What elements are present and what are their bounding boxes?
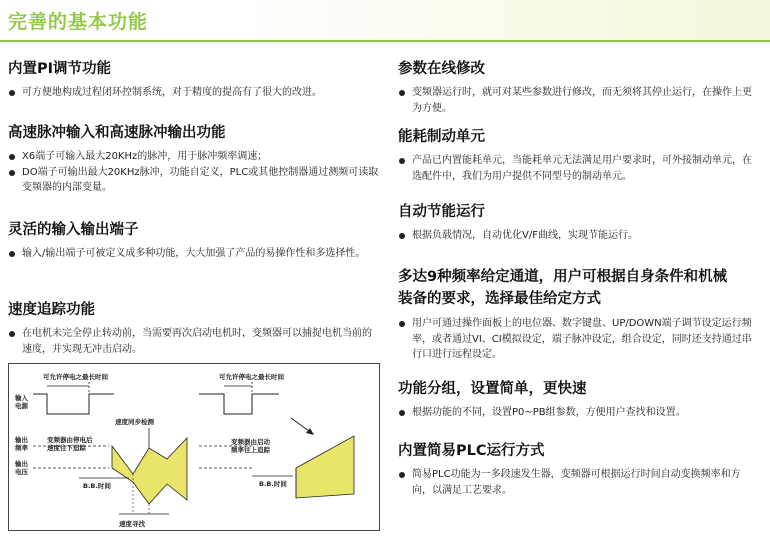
freq-volt-shape-2 [296,436,354,498]
input-power-wave-2 [199,394,279,414]
section-channels [398,266,760,363]
stop-note-1: 变频器由停电后 [47,436,93,444]
section-online [398,60,760,116]
section-pi [8,60,380,101]
arrow-head-icon [306,428,314,435]
bullet-icon [9,331,15,337]
section-energy [398,203,760,244]
input-power-label: 输入 [15,394,28,402]
bb-time-label-2: B.B.时间 [259,480,287,488]
page-header [0,0,770,42]
section-title: 内置PI调节功能 [8,61,112,77]
bullet-icon [9,154,15,160]
stop-note-1: 速度往下追踪 [47,444,86,452]
section-title: 参数在线修改 [398,61,485,77]
bullet-icon [399,90,405,96]
output-freq-label: 频率 [15,444,28,452]
allow-time-label-2: 可允许停电之最长时间 [219,373,284,381]
section-pulse [8,124,380,196]
section-title: 高速脉冲输入和高速脉冲输出功能 [8,125,226,141]
bullet-item: 根据功能的不同，设置P0~PB组参数，方便用户查找和设置。 [398,405,760,421]
output-freq-label: 输出 [15,436,28,444]
input-power-wave-1 [33,394,114,414]
section-title-line2: 装备的要求，选择最佳给定方式 [398,291,601,307]
section-io [8,221,380,262]
allow-time-label-1: 可允许停电之最长时间 [43,373,108,381]
output-volt-label: 输出 [15,460,28,468]
stop-note-2: 变频器由启动 [231,438,270,446]
section-title: 自动节能运行 [398,204,485,220]
section-title: 多达9种频率给定通道，用户可根据自身条件和机械 [398,269,728,285]
bullet-item: X6端子可输入最大20KHz的脉冲，用于脉冲频率调速； [8,149,380,165]
bullet-icon [9,251,15,257]
speed-search-label: 速度寻找 [119,520,145,528]
bullet-item: 变频器运行时，就可对某些参数进行修改，而无须将其停止运行，在操作上更为方便。 [398,85,760,116]
bullet-icon [399,472,405,478]
bullet-item: 根据负载情况，自动优化V/F曲线，实现节能运行。 [398,228,760,244]
bullet-item: 用户可通过操作面板上的电位器、数字键盘、UP/DOWN端子调节设定运行频率，或者通过VI、CI模拟设定，端子脉冲设定，组合设定，同时还支持通过串行口进行远程设定。 [398,316,760,363]
bullet-icon [9,90,15,96]
speed-sync-label: 速度同步检测 [115,418,154,426]
bullet-item: 可方便地构成过程闭环控制系统，对于精度的提高有了很大的改进。 [8,85,380,101]
bullet-item: 简易PLC功能为一多段速发生器，变频器可根据运行时间自动变换频率和方向，以满足工艺要求。 [398,467,760,498]
freq-volt-shape-1 [112,438,187,504]
bullet-item: 在电机未完全停止转动前，当需要再次启动电机时，变频器可以捕捉电机当前的速度，并实现无冲击启动。 [8,326,380,357]
bullet-item: DO端子可输出最大20KHz脉冲，功能自定义，PLC或其他控制器通过测频可读取变频器的内部变量。 [8,165,380,196]
section-tracking [8,301,380,357]
bullet-icon [399,233,405,239]
output-volt-label: 电压 [15,468,28,476]
bullet-item: 输入/输出端子可被定义成多种功能，大大加强了产品的易操作性和多选择性。 [8,246,380,262]
section-title: 功能分组，设置简单，更快速 [398,381,587,397]
timing-diagram-svg [9,364,381,532]
section-plc [398,442,760,498]
input-power-label: 电源 [15,402,28,410]
bullet-icon [399,410,405,416]
section-title: 能耗制动单元 [398,129,485,145]
bullet-item: 产品已内置能耗单元，当能耗单元无法满足用户要求时，可外接制动单元，在选配件中，我们为用户提供不同型号的制动单元。 [398,153,760,184]
section-title: 速度追踪功能 [8,302,95,318]
speed-tracking-diagram [8,363,380,531]
section-title: 内置简易PLC运行方式 [398,443,545,459]
stop-note-2: 频率往上追踪 [231,446,270,454]
section-title: 灵活的输入输出端子 [8,222,139,238]
bullet-icon [9,170,15,176]
bb-time-label-1: B.B.时间 [83,482,111,490]
bullet-icon [399,158,405,164]
bullet-icon [399,321,405,327]
page-title: 完善的基本功能 [8,11,149,33]
section-group [398,380,760,421]
section-brake [398,128,760,184]
